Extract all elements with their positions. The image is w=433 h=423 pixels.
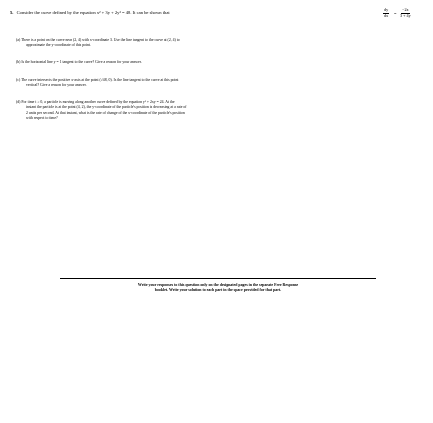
part-d-line4: with respect to time?: [26, 116, 58, 121]
part-d-label: (d): [16, 100, 21, 104]
part-c-label: (c): [16, 78, 21, 82]
stem-text: Consider the curve defined by the equation x² + 3y + 2y² = 48. It can be shown that: [16, 10, 170, 15]
derivative-rhs: [399, 8, 412, 18]
part-a-line2: approximate the y-coordinate of this point.: [26, 43, 91, 48]
part-d-line2: instant the particle is at the point (4, 2), the y-coordinate of the particle's position is decreasing at a rate of: [26, 105, 187, 110]
part-a: [16, 38, 416, 49]
instructions-line1: Write your responses to this question only on the designated pages in the separate Free Response: [137, 283, 299, 287]
derivative-rhs-denominator: 3 + 4y: [400, 12, 411, 18]
derivative-lhs-denominator: dx: [384, 12, 389, 18]
part-c-line1: The curve intersects the positive x-axis at the point (√48, 0). Is the line tangent to the curve at this point: [21, 78, 179, 82]
part-c-line2: vertical? Give a reason for your answer.: [26, 83, 87, 88]
part-a-line1: There is a point on the curve near (2, 4) with x-coordinate 3. Use the line tangent to the curve at (2, 4) to: [21, 38, 180, 42]
response-instructions: [60, 278, 376, 293]
part-b: [16, 60, 416, 65]
equals-sign: =: [394, 11, 397, 16]
part-d: [16, 100, 416, 122]
part-d-line3: 2 units per second. At that instant, what is the rate of change of the x-coordinate of the particle's position: [26, 110, 185, 115]
part-d-line1: For time t ≥ 0, a particle is moving along another curve defined by the equation y³ + 2xy = 24. At the: [21, 100, 175, 104]
instructions-line2: booklet. Write your solution to each part in the space provided for that part.: [154, 288, 282, 292]
part-b-label: (b): [16, 60, 21, 64]
part-a-label: (a): [16, 38, 21, 42]
derivative-lhs-numerator: dy: [384, 7, 389, 12]
part-c: [16, 78, 416, 89]
derivative-rhs-numerator: −2x: [402, 7, 409, 12]
part-b-line1: Is the horizontal line y = 1 tangent to the curve? Give a reason for your answer.: [21, 60, 142, 64]
derivative-lhs: [383, 8, 389, 18]
question-number: 5.: [10, 10, 14, 15]
